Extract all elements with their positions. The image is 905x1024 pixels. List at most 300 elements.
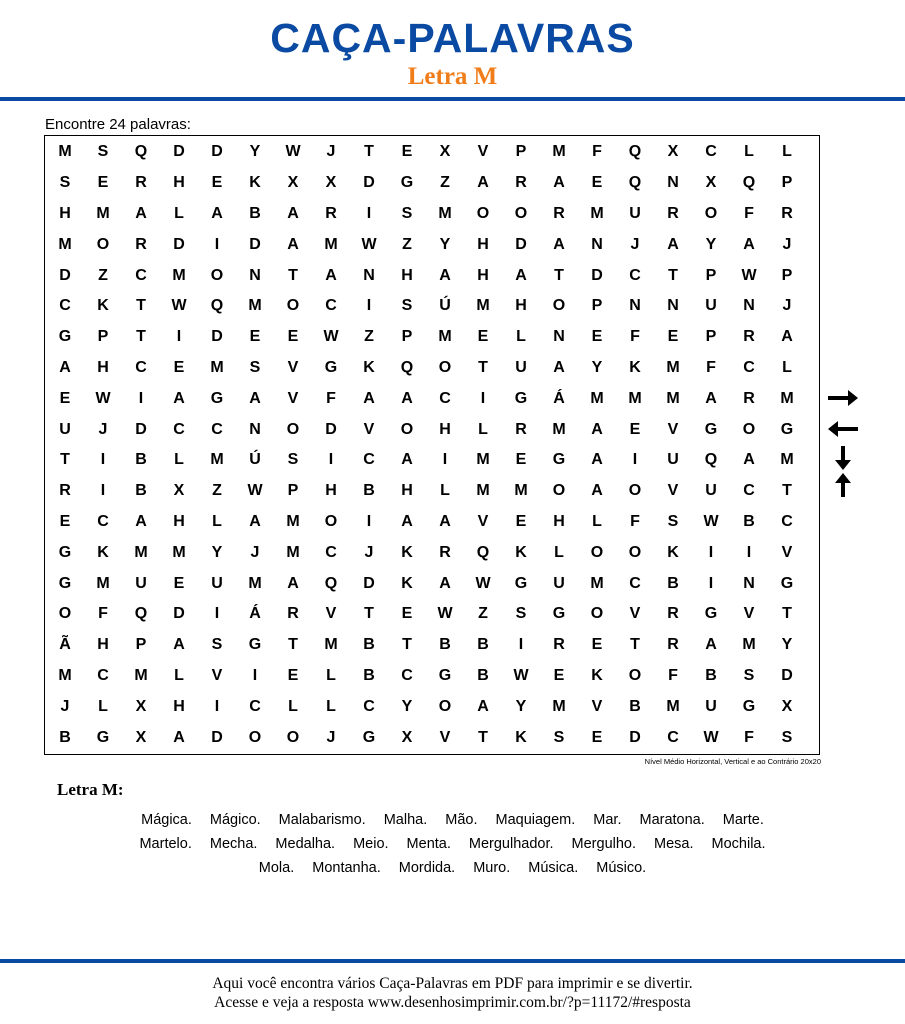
grid-letter: Z (364, 328, 374, 346)
grid-letter: R (667, 204, 679, 222)
grid-letter: C (667, 728, 679, 746)
grid-letter: O (248, 728, 262, 746)
grid-letter: J (782, 235, 792, 253)
grid-letter: M (58, 143, 72, 161)
grid-letter: A (439, 512, 451, 530)
word-list-item: Malha. (383, 812, 428, 828)
grid-letter: Z (402, 235, 412, 253)
grid-letter: G (210, 389, 224, 407)
grid-letter: D (211, 328, 223, 346)
grid-letter: E (477, 328, 489, 346)
grid-letter: E (515, 451, 527, 469)
grid-letter: Á (249, 605, 261, 623)
grid-letter: R (59, 482, 71, 500)
grid-letter: D (363, 574, 375, 592)
grid-letter: T (478, 728, 488, 746)
grid-letter: G (780, 420, 794, 438)
grid-letter: M (438, 328, 452, 346)
grid-letter: C (781, 512, 793, 530)
grid-letter: Ã (59, 636, 71, 654)
grid-letter: G (704, 605, 718, 623)
grid-letter: W (361, 235, 377, 253)
grid-letter: V (363, 420, 375, 438)
grid-letter: H (477, 235, 489, 253)
grid-letter: D (59, 266, 71, 284)
grid-letter: E (173, 574, 185, 592)
grid-letter: L (440, 482, 450, 500)
word-list-item: Músico. (596, 860, 647, 876)
grid-letter: C (135, 266, 147, 284)
grid-letter: D (173, 605, 185, 623)
grid-letter: I (176, 328, 182, 346)
grid-letter: I (746, 543, 752, 561)
grid-letter: A (249, 389, 261, 407)
grid-letter: K (363, 358, 375, 376)
grid-letter: N (743, 574, 755, 592)
grid-letter: H (401, 482, 413, 500)
grid-letter: O (286, 297, 300, 315)
grid-letter: Z (478, 605, 488, 623)
grid-letter: J (782, 297, 792, 315)
arrow-up-icon (826, 472, 860, 498)
grid-letter: H (515, 297, 527, 315)
grid-letter: D (249, 235, 261, 253)
grid-letter: Q (628, 143, 642, 161)
grid-letter: L (592, 512, 602, 530)
grid-letter: J (326, 728, 336, 746)
grid-letter: S (667, 512, 679, 530)
grid-letter: W (513, 666, 529, 684)
grid-letter: O (628, 666, 642, 684)
grid-letter: I (100, 482, 106, 500)
grid-letter: R (667, 605, 679, 623)
grid-letter: A (477, 697, 489, 715)
grid-letter: L (782, 143, 792, 161)
grid-letter: G (438, 666, 452, 684)
grid-letter: H (173, 512, 185, 530)
grid-letter: Q (134, 143, 148, 161)
grid-letter: L (98, 697, 108, 715)
grid-letter: R (743, 328, 755, 346)
grid-letter: E (667, 328, 679, 346)
grid-letter: L (554, 543, 564, 561)
grid-letter: E (591, 328, 603, 346)
grid-letter: M (666, 697, 680, 715)
grid-letter: E (515, 512, 527, 530)
grid-letter: T (288, 266, 298, 284)
grid-letter: S (211, 636, 223, 654)
grid-letter: X (705, 174, 717, 192)
grid-letter: G (362, 728, 376, 746)
grid-letter: O (514, 204, 528, 222)
arrow-down-icon (826, 445, 860, 471)
grid-letter: H (97, 636, 109, 654)
grid-letter: O (286, 420, 300, 438)
grid-letter: P (705, 328, 717, 346)
word-list-item: Mochila. (711, 836, 766, 852)
grid-letter: A (477, 174, 489, 192)
word-list-item: Maratona. (639, 812, 705, 828)
grid-letter: Q (134, 605, 148, 623)
grid-letter: E (629, 420, 641, 438)
grid-letter: M (590, 574, 604, 592)
grid-letter: A (173, 389, 185, 407)
grid-letter: I (252, 666, 258, 684)
arrow-right-icon (826, 385, 860, 411)
grid-letter: B (667, 574, 679, 592)
grid-letter: L (174, 204, 184, 222)
grid-letter: M (552, 420, 566, 438)
grid-letter: H (173, 697, 185, 715)
grid-letter: Y (211, 543, 223, 561)
grid-letter: D (211, 143, 223, 161)
grid-letter: M (324, 636, 338, 654)
grid-letter: U (211, 574, 223, 592)
grid-letter: E (287, 666, 299, 684)
grid-letter: G (742, 697, 756, 715)
grid-letter: M (628, 389, 642, 407)
grid-letter: S (401, 297, 413, 315)
grid-letter: M (476, 297, 490, 315)
grid-letter: M (96, 574, 110, 592)
grid-letter: T (668, 266, 678, 284)
grid-letter: A (287, 204, 299, 222)
grid-letter: E (211, 174, 223, 192)
grid-letter: H (97, 358, 109, 376)
grid-letter: B (743, 512, 755, 530)
grid-letter: G (400, 174, 414, 192)
grid-letter: Q (476, 543, 490, 561)
grid-letter: W (703, 512, 719, 530)
grid-letter: F (98, 605, 108, 623)
grid-letter: B (363, 666, 375, 684)
grid-letter: I (366, 204, 372, 222)
grid-letter: N (667, 174, 679, 192)
word-list-line (40, 808, 865, 832)
grid-letter: F (326, 389, 336, 407)
grid-letter: F (592, 143, 602, 161)
grid-letter: M (58, 666, 72, 684)
grid-letter: W (171, 297, 187, 315)
grid-letter: P (781, 266, 793, 284)
grid-letter: Ú (249, 451, 261, 469)
grid-letter: A (553, 358, 565, 376)
grid-letter: F (744, 728, 754, 746)
grid-letter: G (248, 636, 262, 654)
grid-letter: Ú (439, 297, 451, 315)
grid-letter: X (287, 174, 299, 192)
grid-letter: Z (440, 174, 450, 192)
grid-letter: T (364, 143, 374, 161)
grid-letter: K (97, 297, 109, 315)
grid-letter: V (667, 482, 679, 500)
grid-letter: G (552, 451, 566, 469)
grid-letter: N (249, 420, 261, 438)
grid-letter: V (629, 605, 641, 623)
grid-letter: O (628, 543, 642, 561)
grid-letter: A (781, 328, 793, 346)
grid-letter: I (480, 389, 486, 407)
grid-letter: T (288, 636, 298, 654)
top-divider (0, 97, 905, 101)
grid-letter: D (211, 728, 223, 746)
grid-letter: D (781, 666, 793, 684)
grid-letter: C (401, 666, 413, 684)
grid-letter: A (287, 574, 299, 592)
grid-letter: D (325, 420, 337, 438)
grid-letter: H (401, 266, 413, 284)
grid-letter: J (98, 420, 108, 438)
grid-letter: A (363, 389, 375, 407)
word-list-item: Mágico. (209, 812, 261, 828)
grid-letter: O (704, 204, 718, 222)
grid-letter: C (135, 358, 147, 376)
grid-letter: P (287, 482, 299, 500)
grid-letter: Á (553, 389, 565, 407)
grid-letter: D (173, 143, 185, 161)
grid-letter: V (211, 666, 223, 684)
grid-letter: A (173, 636, 185, 654)
grid-letter: R (439, 543, 451, 561)
grid-letter: T (478, 358, 488, 376)
grid-letter: D (591, 266, 603, 284)
level-note: Nível Médio Horizontal, Vertical e ao Contrário 20x20 (644, 757, 821, 766)
grid-letter: T (554, 266, 564, 284)
grid-letter: J (60, 697, 70, 715)
word-list-item: Menta. (406, 836, 451, 852)
grid-letter: N (743, 297, 755, 315)
instruction-text: Encontre 24 palavras: (45, 116, 191, 133)
grid-letter: A (553, 174, 565, 192)
grid-letter: U (667, 451, 679, 469)
grid-letter: S (553, 728, 565, 746)
grid-letter: E (591, 174, 603, 192)
grid-letter: H (59, 204, 71, 222)
grid-letter: O (438, 697, 452, 715)
grid-letter: K (629, 358, 641, 376)
grid-letter: N (591, 235, 603, 253)
word-list-item: Mergulhador. (468, 836, 554, 852)
grid-letter: D (135, 420, 147, 438)
grid-letter: Q (742, 174, 756, 192)
footer-line-1: Aqui você encontra vários Caça-Palavras em PDF para imprimir e se divertir. (212, 975, 693, 992)
grid-letter: V (477, 143, 489, 161)
word-list-item: Muro. (473, 860, 511, 876)
grid-letter: A (287, 235, 299, 253)
grid-letter: W (741, 266, 757, 284)
letter-grid (46, 137, 806, 753)
grid-letter: T (630, 636, 640, 654)
grid-letter: I (138, 389, 144, 407)
grid-letter: O (628, 482, 642, 500)
grid-letter: C (743, 358, 755, 376)
word-list-item: Maquiagem. (495, 812, 576, 828)
grid-letter: E (59, 512, 71, 530)
grid-letter: F (668, 666, 678, 684)
grid-letter: M (210, 451, 224, 469)
grid-letter: M (476, 482, 490, 500)
grid-letter: G (514, 389, 528, 407)
grid-letter: R (135, 174, 147, 192)
grid-letter: D (515, 235, 527, 253)
grid-letter: M (286, 543, 300, 561)
grid-letter: L (782, 358, 792, 376)
grid-letter: M (552, 697, 566, 715)
grid-letter: M (172, 543, 186, 561)
grid-letter: X (325, 174, 337, 192)
grid-letter: R (287, 605, 299, 623)
grid-letter: W (95, 389, 111, 407)
word-list-item: Malabarismo. (278, 812, 366, 828)
grid-letter: G (514, 574, 528, 592)
word-list-item: Medalha. (275, 836, 336, 852)
grid-letter: L (516, 328, 526, 346)
grid-letter: T (136, 328, 146, 346)
grid-letter: W (475, 574, 491, 592)
grid-letter: U (705, 482, 717, 500)
grid-letter: I (214, 605, 220, 623)
grid-letter: A (249, 512, 261, 530)
grid-letter: C (97, 512, 109, 530)
grid-letter: X (781, 697, 793, 715)
grid-letter: C (363, 451, 375, 469)
grid-letter: Q (210, 297, 224, 315)
grid-letter: A (591, 451, 603, 469)
grid-letter: A (325, 266, 337, 284)
grid-letter: Q (400, 358, 414, 376)
grid-letter: K (401, 543, 413, 561)
grid-letter: G (552, 605, 566, 623)
grid-letter: Q (628, 174, 642, 192)
grid-letter: P (705, 266, 717, 284)
grid-letter: U (135, 574, 147, 592)
grid-letter: Y (781, 636, 793, 654)
grid-letter: K (515, 543, 527, 561)
grid-letter: J (250, 543, 260, 561)
grid-letter: P (515, 143, 527, 161)
grid-letter: M (210, 358, 224, 376)
grid-letter: C (325, 297, 337, 315)
page-title: CAÇA-PALAVRAS (270, 15, 635, 61)
grid-letter: L (326, 697, 336, 715)
grid-letter: I (328, 451, 334, 469)
grid-letter: V (439, 728, 451, 746)
grid-letter: N (363, 266, 375, 284)
grid-letter: Q (704, 451, 718, 469)
grid-letter: L (288, 697, 298, 715)
footer-line-2: Acesse e veja a resposta www.desenhosimprimir.com.br/?p=11172/#resposta (214, 994, 691, 1011)
grid-letter: A (211, 204, 223, 222)
grid-letter: R (515, 420, 527, 438)
grid-letter: H (553, 512, 565, 530)
grid-letter: U (59, 420, 71, 438)
grid-letter: M (666, 358, 680, 376)
grid-letter: C (629, 574, 641, 592)
grid-letter: B (135, 482, 147, 500)
grid-letter: V (287, 389, 299, 407)
grid-letter: A (591, 482, 603, 500)
grid-letter: G (704, 420, 718, 438)
grid-letter: I (366, 297, 372, 315)
grid-letter: M (742, 636, 756, 654)
grid-letter: A (515, 266, 527, 284)
grid-letter: M (552, 143, 566, 161)
word-list-item: Mordida. (398, 860, 456, 876)
grid-letter: A (743, 451, 755, 469)
grid-letter: B (249, 204, 261, 222)
grid-letter: F (744, 204, 754, 222)
grid-letter: A (743, 235, 755, 253)
grid-letter: K (591, 666, 603, 684)
grid-letter: W (703, 728, 719, 746)
grid-letter: G (58, 328, 72, 346)
grid-letter: W (247, 482, 263, 500)
grid-letter: X (439, 143, 451, 161)
grid-letter: M (438, 204, 452, 222)
grid-letter: E (173, 358, 185, 376)
grid-letter: F (630, 328, 640, 346)
grid-letter: P (97, 328, 109, 346)
page-subtitle: Letra M (407, 63, 498, 90)
grid-letter: Y (591, 358, 603, 376)
grid-letter: M (590, 204, 604, 222)
grid-letter: H (325, 482, 337, 500)
word-list-item: Martelo. (139, 836, 192, 852)
grid-letter: S (249, 358, 261, 376)
grid-letter: L (212, 512, 222, 530)
grid-letter: O (58, 605, 72, 623)
grid-letter: I (100, 451, 106, 469)
grid-letter: X (135, 728, 147, 746)
grid-letter: T (402, 636, 412, 654)
grid-letter: V (781, 543, 793, 561)
grid-letter: A (705, 389, 717, 407)
grid-letter: O (400, 420, 414, 438)
grid-letter: Y (401, 697, 413, 715)
grid-letter: I (214, 697, 220, 715)
grid-letter: E (287, 328, 299, 346)
word-list-item: Marte. (722, 812, 764, 828)
grid-letter: T (782, 482, 792, 500)
bottom-divider (0, 959, 905, 963)
grid-letter: U (629, 204, 641, 222)
grid-letter: M (780, 389, 794, 407)
grid-letter: M (476, 451, 490, 469)
grid-letter: C (97, 666, 109, 684)
grid-letter: V (325, 605, 337, 623)
grid-letter: D (173, 235, 185, 253)
grid-letter: N (249, 266, 261, 284)
grid-letter: G (96, 728, 110, 746)
grid-letter: S (781, 728, 793, 746)
grid-letter: M (780, 451, 794, 469)
grid-letter: Y (439, 235, 451, 253)
grid-letter: P (591, 297, 603, 315)
grid-letter: C (211, 420, 223, 438)
grid-letter: K (667, 543, 679, 561)
grid-letter: I (518, 636, 524, 654)
grid-letter: O (476, 204, 490, 222)
footer (0, 974, 905, 1012)
grid-letter: J (630, 235, 640, 253)
grid-letter: O (210, 266, 224, 284)
word-list-item: Mar. (593, 812, 622, 828)
grid-letter: M (248, 297, 262, 315)
grid-letter: K (401, 574, 413, 592)
grid-letter: M (134, 543, 148, 561)
grid-letter: O (438, 358, 452, 376)
grid-letter: A (173, 728, 185, 746)
